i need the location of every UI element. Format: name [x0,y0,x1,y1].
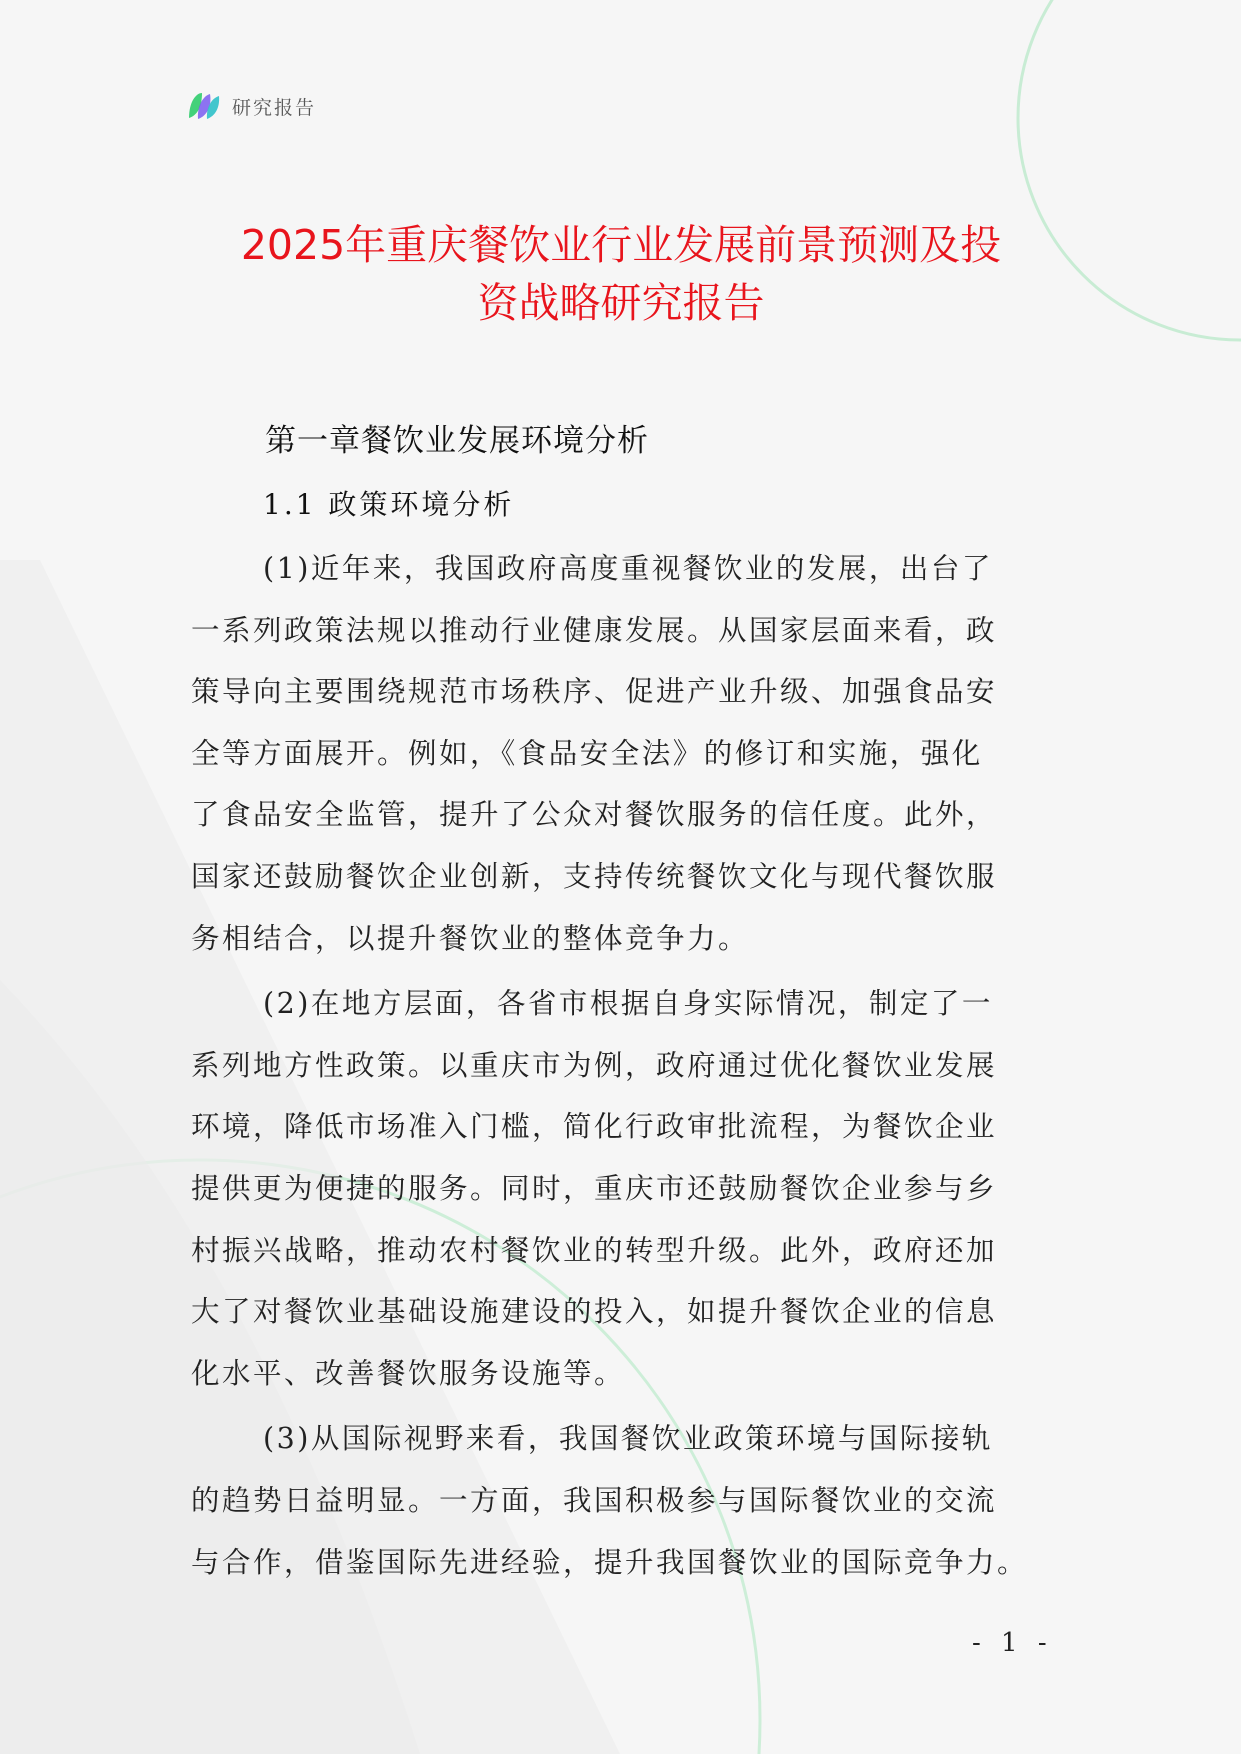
report-header [186,88,316,124]
header-label: 研究报告 [232,96,317,119]
paragraph-line: 务相结合，以提升餐饮业的整体竞争力。 [191,921,750,955]
paragraph-line: 的趋势日益明显。一方面，我国积极参与国际餐饮业的交流 [191,1483,998,1517]
title-line-2: 资战略研究报告 [477,279,765,327]
paragraph-line: 提供更为便捷的服务。同时，重庆市还鼓励餐饮企业参与乡 [191,1171,998,1205]
paragraph-2 [191,973,1057,1404]
brand-leaf-logo-icon [186,88,222,124]
paragraph-1 [191,538,1057,969]
paragraph-line: (3)从国际视野来看，我国餐饮业政策环境与国际接轨 [263,1422,993,1456]
page-number: - 1 - [972,1628,1053,1658]
paragraph-line: 策导向主要围绕规范市场秩序、促进产业升级、加强食品安 [191,675,998,709]
chapter-heading: 第一章餐饮业发展环境分析 [265,423,649,459]
report-title [150,216,1092,332]
paragraph-line: 与合作，借鉴国际先进经验，提升我国餐饮业的国际竞争力。 [191,1545,1029,1579]
paragraph-line: 大了对餐饮业基础设施建设的投入，如提升餐饮企业的信息 [191,1295,998,1329]
title-line-1: 2025年重庆餐饮业行业发展前景预测及投 [240,221,1002,269]
paragraph-line: 国家还鼓励餐饮企业创新，支持传统餐饮文化与现代餐饮服 [191,859,998,893]
paragraph-line: 村振兴战略，推动农村餐饮业的转型升级。此外，政府还加 [191,1233,998,1267]
paragraph-line: 一系列政策法规以推动行业健康发展。从国家层面来看，政 [191,613,998,647]
paragraph-line: 了食品安全监管，提升了公众对餐饮服务的信任度。此外， [191,798,998,832]
section-heading: 1.1 政策环境分析 [263,488,515,521]
paragraph-line: (1)近年来，我国政府高度重视餐饮业的发展，出台了 [263,552,993,585]
report-body [191,412,1057,1593]
paragraph-line: 系列地方性政策。以重庆市为例，政府通过优化餐饮业发展 [191,1048,998,1082]
paragraph-line: 环境，降低市场准入门槛，简化行政审批流程，为餐饮企业 [191,1110,998,1144]
paragraph-3 [191,1408,1057,1593]
paragraph-line: (2)在地方层面，各省市根据自身实际情况，制定了一 [263,987,993,1021]
paragraph-line: 化水平、改善餐饮服务设施等。 [191,1356,626,1390]
paragraph-line: 全等方面展开。例如，《食品安全法》的修订和实施，强化 [191,736,983,770]
